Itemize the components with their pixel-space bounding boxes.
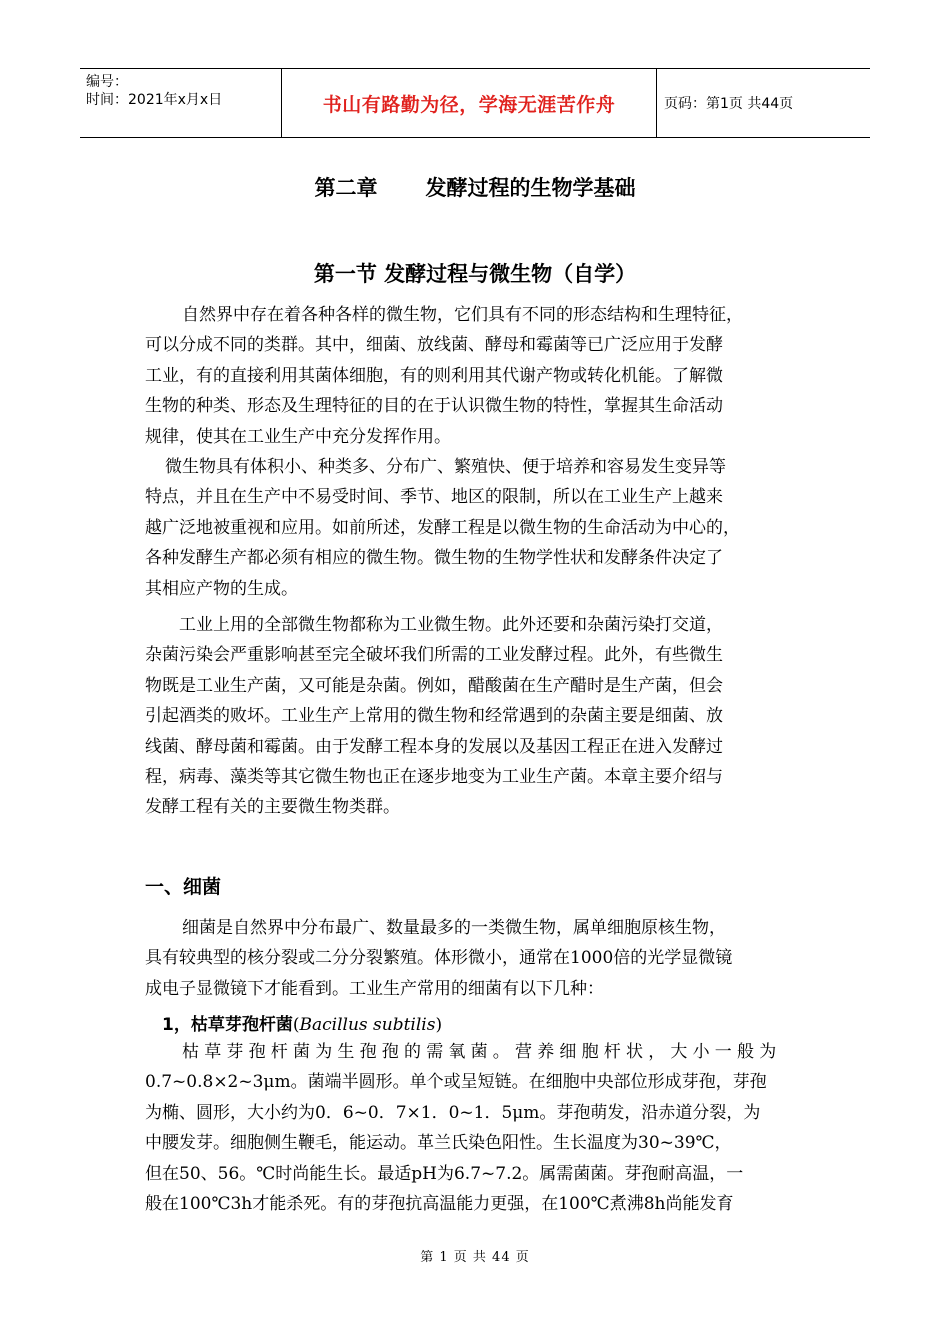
bacillus-paragraph xyxy=(145,1037,810,1219)
header-motto-cell xyxy=(281,69,657,137)
paragraph-line: 微生物具有体积小、种类多、分布广、繁殖快、便于培养和容易发生变异等 xyxy=(165,457,726,477)
paragraph-line: 发酵工程有关的主要微生物类群。 xyxy=(145,797,400,818)
paragraph-line: 为椭、圆形，大小约为0．6~0．7×1．0~1．5μm。芽孢萌发，沿赤道分裂，为 xyxy=(145,1102,761,1123)
subheading-latin-open: ( xyxy=(292,1015,300,1035)
paragraph-line: 越广泛地被重视和应用。如前所述，发酵工程是以微生物的生命活动为中心的， xyxy=(145,517,740,538)
paragraph-line: 其相应产物的生成。 xyxy=(145,578,298,599)
paragraph-line: 般在100℃3h才能杀死。有的芽孢抗高温能力更强，在100℃煮沸8h尚能发育 xyxy=(145,1194,734,1215)
paragraph-line: 规律，使其在工业生产中充分发挥作用。 xyxy=(145,426,451,447)
paragraph-line: 生物的种类、形态及生理特征的目的在于认识微生物的特性，掌握其生命活动 xyxy=(145,396,723,417)
chapter-name: 发酵过程的生物学基础 xyxy=(425,176,636,200)
paragraph-line: 细菌是自然界中分布最广、数量最多的一类微生物，属单细胞原核生物， xyxy=(182,918,726,938)
paragraph-line: 杂菌污染会严重影响甚至完全破坏我们所需的工业发酵过程。此外，有些微生 xyxy=(145,645,723,666)
bacteria-intro xyxy=(145,913,810,1004)
page-footer: 第 1 页 共 44 页 xyxy=(420,1250,530,1265)
header-page-info-cell xyxy=(656,69,870,137)
subheading-latin-name: Bacillus subtilis xyxy=(299,1015,436,1035)
chapter-number: 第二章 xyxy=(314,176,378,200)
header-page-info: 页码：第1页 共44页 xyxy=(664,96,794,112)
chapter-title xyxy=(0,172,950,202)
paragraph-line: 程，病毒、藻类等其它微生物也正在逐步地变为工业生产菌。本章主要介绍与 xyxy=(145,767,723,788)
paragraph-line: 工业上用的全部微生物都称为工业微生物。此外还要和杂菌污染打交道， xyxy=(179,615,723,635)
paragraph-line: 特点，并且在生产中不易受时间、季节、地区的限制，所以在工业生产上越来 xyxy=(145,487,723,508)
paragraph-line: 枯草芽孢杆菌为生孢孢的需氧菌。营养细胞杆状，大小一般为 xyxy=(182,1042,782,1062)
header-motto: 书山有路勤为径，学海无涯苦作舟 xyxy=(322,93,616,116)
paragraph-line: 但在50、56。℃时尚能生长。最适pH为6.7~7.2。属需菌菌。芽孢耐高温，一 xyxy=(145,1163,744,1184)
paragraph-line: 自然界中存在着各种各样的微生物，它们具有不同的形态结构和生理特征， xyxy=(182,305,743,325)
paragraph-2 xyxy=(145,452,810,604)
paragraph-line: 各种发酵生产都必须有相应的微生物。微生物的生物学性状和发酵条件决定了 xyxy=(145,548,723,569)
paragraph-line: 物既是工业生产菌，又可能是杂菌。例如，醋酸菌在生产醋时是生产菌，但会 xyxy=(145,675,723,696)
paragraph-line: 中腰发芽。细胞侧生鞭毛，能运动。革兰氏染色阳性。生长温度为30~39℃， xyxy=(145,1133,732,1154)
page-header xyxy=(80,68,870,138)
header-meta xyxy=(80,69,280,137)
paragraph-3 xyxy=(145,610,810,823)
document-number-label: 编号： xyxy=(86,74,128,90)
subheading-name: 枯草芽孢杆菌 xyxy=(190,1015,293,1035)
section-title: 第一节 发酵过程与微生物（自学） xyxy=(313,262,637,286)
heading-bacteria: 一、细菌 xyxy=(145,876,222,898)
subheading-number: 1， xyxy=(162,1015,191,1035)
paragraph-line: 具有较典型的核分裂或二分分裂繁殖。体形微小，通常在1000倍的光学显微镜 xyxy=(145,948,733,969)
paragraph-line: 成电子显微镜下才能看到。工业生产常用的细菌有以下几种： xyxy=(145,978,604,999)
subheading-latin-close: ) xyxy=(435,1015,443,1035)
paragraph-line: 可以分成不同的类群。其中，细菌、放线菌、酵母和霉菌等已广泛应用于发酵 xyxy=(145,335,723,356)
subheading-bacillus xyxy=(162,1010,442,1035)
paragraph-1 xyxy=(145,300,810,452)
paragraph-line: 0.7~0.8×2~3μm。菌端半圆形。单个或呈短链。在细胞中央部位形成芽孢，芽孢 xyxy=(145,1072,767,1093)
paragraph-line: 线菌、酵母菌和霉菌。由于发酵工程本身的发展以及基因工程正在进入发酵过 xyxy=(145,736,723,757)
document-date-label: 时间：2021年x月x日 xyxy=(86,92,223,108)
paragraph-line: 工业，有的直接利用其菌体细胞，有的则利用其代谢产物或转化机能。了解微 xyxy=(145,365,723,386)
paragraph-line: 引起酒类的败坏。工业生产上常用的微生物和经常遇到的杂菌主要是细菌、放 xyxy=(145,706,723,727)
